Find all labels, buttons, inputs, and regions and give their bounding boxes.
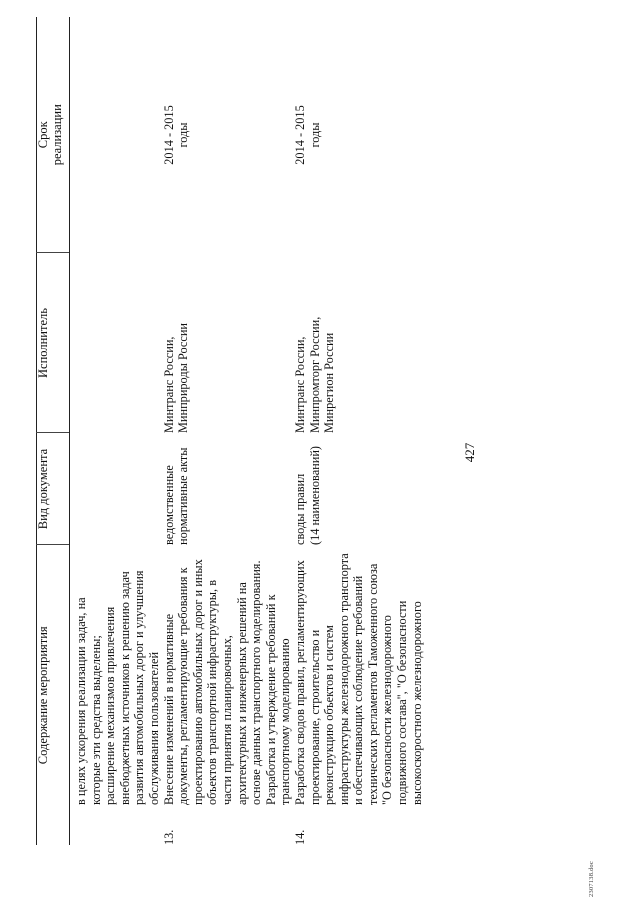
row-number: 13. — [161, 829, 176, 845]
row-document-type — [293, 433, 424, 545]
text-line: 2014 - 2015 — [161, 105, 176, 165]
text-line: архитектурных и инженерных решений на — [234, 582, 249, 805]
continuation-content — [70, 545, 162, 805]
text-line: высокоскоростного железнодорожного — [409, 601, 424, 805]
text-line: нормативные акты — [176, 447, 191, 545]
text-line: Минприроды России — [176, 322, 191, 433]
row-content — [293, 545, 424, 805]
table-header-row — [37, 17, 70, 845]
text-line: объектов транспортной инфраструктуры, в — [205, 579, 220, 805]
text-line: части принятия планировочных, — [219, 635, 234, 805]
text-line: Разработка и утверждение требований к — [263, 594, 278, 805]
header-document-type-label: Вид документа — [36, 448, 50, 530]
text-line: Разработка сводов правил, регламентирующих — [292, 560, 307, 805]
text-line: основе данных транспортного моделирования. — [249, 560, 264, 805]
text-line: 2014 - 2015 — [292, 105, 307, 165]
row-executor — [293, 253, 424, 433]
text-line: проектирование, строительство и — [307, 629, 322, 805]
text-line: своды правил — [292, 473, 307, 545]
text-line: проектированию автомобильных дорог и иных — [190, 559, 205, 805]
header-term — [37, 17, 70, 253]
text-line: которые эти средства выделены; — [88, 635, 103, 805]
text-line: транспортному моделированию — [278, 638, 293, 805]
row-content — [162, 545, 293, 805]
text-line: и обеспечивающих соблюдение требований — [351, 575, 366, 805]
row-term — [162, 17, 293, 253]
header-content: Содержание мероприятия — [37, 545, 70, 845]
header-term-line2: реализации — [49, 104, 64, 166]
page-number: 427 — [462, 442, 477, 463]
document-code: 2307138.doc — [588, 861, 595, 897]
text-line: расширение механизмов привлечения — [103, 606, 118, 805]
text-line: Внесение изменений в нормативные — [161, 613, 176, 805]
text-line: документы, регламентирующие требования к — [176, 567, 191, 805]
table-row — [162, 17, 293, 845]
measures-table — [36, 17, 424, 845]
text-line: годы — [176, 122, 191, 148]
header-executor: Исполнитель — [37, 253, 70, 433]
text-line: развития автомобильных дорог и улучшения — [132, 570, 147, 805]
text-line: (14 наименований) — [307, 446, 322, 545]
row-executor — [162, 253, 293, 433]
row-number: 14. — [292, 829, 307, 845]
header-term-line1: Срок — [36, 121, 50, 149]
text-line: обслуживания пользователей — [146, 651, 161, 805]
text-line: Минпромторг России, — [307, 316, 322, 433]
text-line: технических регламентов Таможенного союза — [365, 563, 380, 805]
text-line: подвижного состава", "О безопасности — [395, 600, 410, 805]
text-line: Минтранс России, — [161, 336, 176, 433]
text-line: годы — [307, 122, 322, 148]
text-line: в целях ускорения реализации задач, на — [74, 597, 88, 805]
row-term — [293, 17, 424, 253]
text-line: "О безопасности железнодорожного — [380, 615, 395, 805]
header-document-type — [37, 433, 70, 545]
table-row — [293, 17, 424, 845]
text-line: Минтранс России, — [292, 336, 307, 433]
text-line: внебюджетных источников к решению задач — [117, 571, 132, 805]
text-line: реконструкцию объектов и систем — [322, 625, 337, 805]
text-line: инфраструктуры железнодорожного транспорта — [336, 553, 351, 805]
text-line: Минрегион России — [322, 332, 337, 433]
row-document-type — [162, 433, 293, 545]
table-row-continuation — [70, 17, 162, 845]
text-line: ведомственные — [161, 465, 176, 545]
